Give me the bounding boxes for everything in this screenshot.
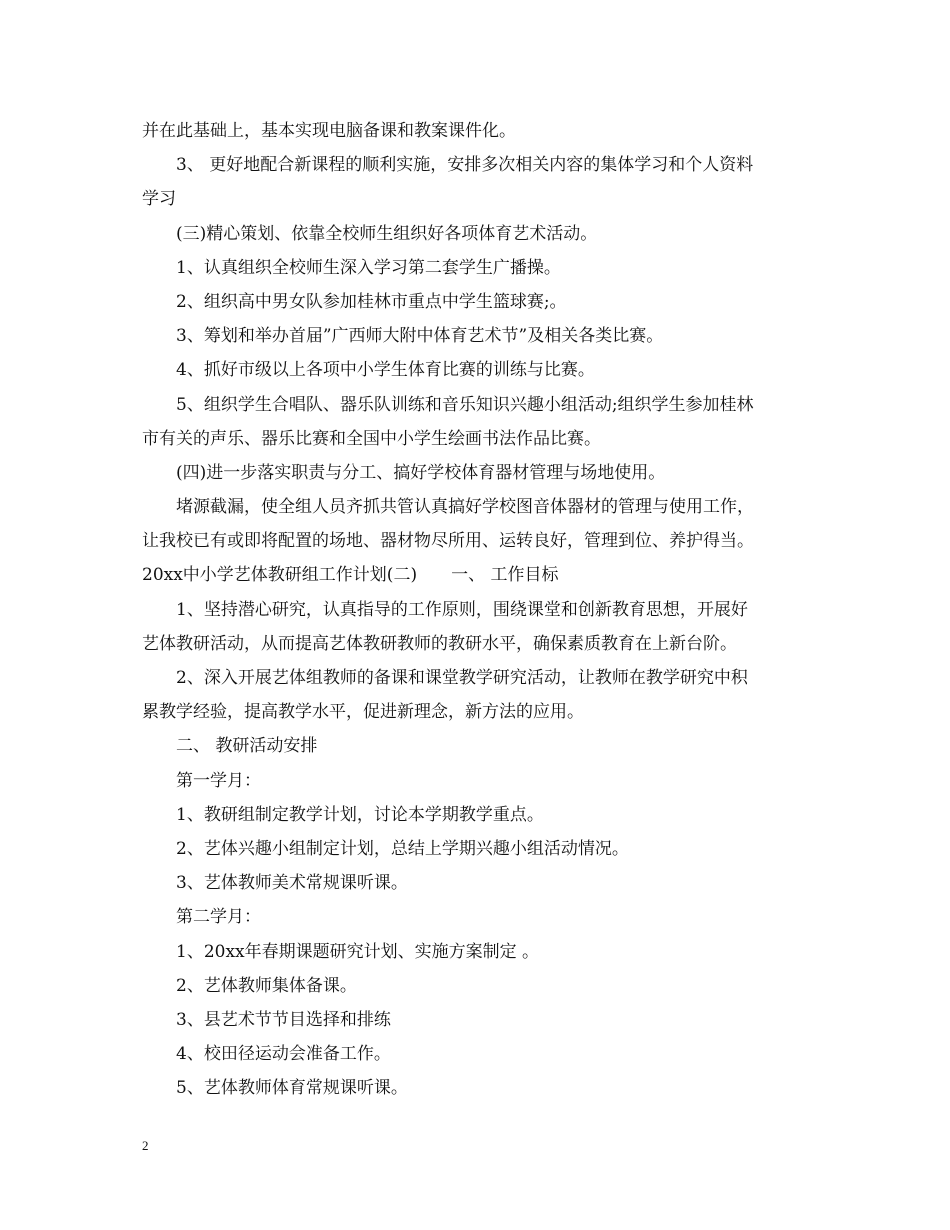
text-line: 学习: [142, 189, 176, 210]
text-line: 2、艺体教师集体备课。: [176, 975, 357, 996]
text-line: 累教学经验，提高教学水平，促进新理念，新方法的应用。: [142, 702, 584, 723]
subheading: 第一学月：: [176, 770, 261, 791]
text-line: 3、县艺术节节目选择和排练: [176, 1009, 391, 1030]
text-line: 2、艺体兴趣小组制定计划，总结上学期兴趣小组活动情况。: [176, 838, 629, 859]
section-heading: (三)精心策划、依靠全校师生组织好各项体育艺术活动。: [176, 223, 598, 244]
text-line: 1、教研组制定教学计划，讨论本学期教学重点。: [176, 804, 544, 825]
text-line: 1、20xx年春期课题研究计划、实施方案制定 。: [176, 941, 540, 962]
subheading: 第二学月：: [176, 907, 261, 928]
section-heading: 二、 教研活动安排: [176, 736, 318, 757]
section-title: 20xx中小学艺体教研组工作计划(二) 一、 工作目标: [142, 565, 559, 586]
text-line: 艺体教研活动，从而提高艺体教研教师的教研水平，确保素质教育在上新台阶。: [142, 633, 737, 654]
section-heading: (四)进一步落实职责与分工、搞好学校体育器材管理与场地使用。: [176, 462, 666, 483]
text-line: 5、组织学生合唱队、器乐队训练和音乐知识兴趣小组活动;组织学生参加桂林: [176, 394, 754, 415]
text-line: 5、艺体教师体育常规课听课。: [176, 1078, 408, 1099]
text-line: 1、坚持潜心研究，认真指导的工作原则，围绕课堂和创新教育思想，开展好: [176, 599, 748, 620]
page-number: 2: [142, 1138, 149, 1153]
text-line: 2、组织高中男女队参加桂林市重点中学生篮球赛;。: [176, 291, 567, 312]
text-line: 并在此基础上，基本实现电脑备课和教案课件化。: [142, 121, 516, 141]
text-line: 2、深入开展艺体组教师的备课和课堂教学研究活动，让教师在教学研究中积: [176, 668, 748, 688]
text-line: 4、抓好市级以上各项中小学生体育比赛的训练与比赛。: [176, 360, 595, 381]
text-line: 1、认真组织全校师生深入学习第二套学生广播操。: [176, 257, 561, 278]
text-line: 让我校已有或即将配置的场地、器材物尽所用、运转良好，管理到位、养护得当。: [142, 531, 754, 552]
text-line: 市有关的声乐、器乐比赛和全国中小学生绘画书法作品比赛。: [142, 428, 601, 449]
text-line: 4、校田径运动会准备工作。: [176, 1044, 391, 1065]
document-body: [142, 114, 822, 1105]
text-line: 3、筹划和举办首届”广西师大附中体育艺术节”及相关各类比赛。: [176, 326, 664, 347]
text-line: 堵源截漏，使全组人员齐抓共管认真搞好学校图音体器材的管理与使用工作，: [176, 497, 754, 518]
text-line: 3、艺体教师美术常规课听课。: [176, 873, 408, 894]
text-line: 3、 更好地配合新课程的顺利实施，安排多次相关内容的集体学习和个人资料: [176, 155, 754, 176]
